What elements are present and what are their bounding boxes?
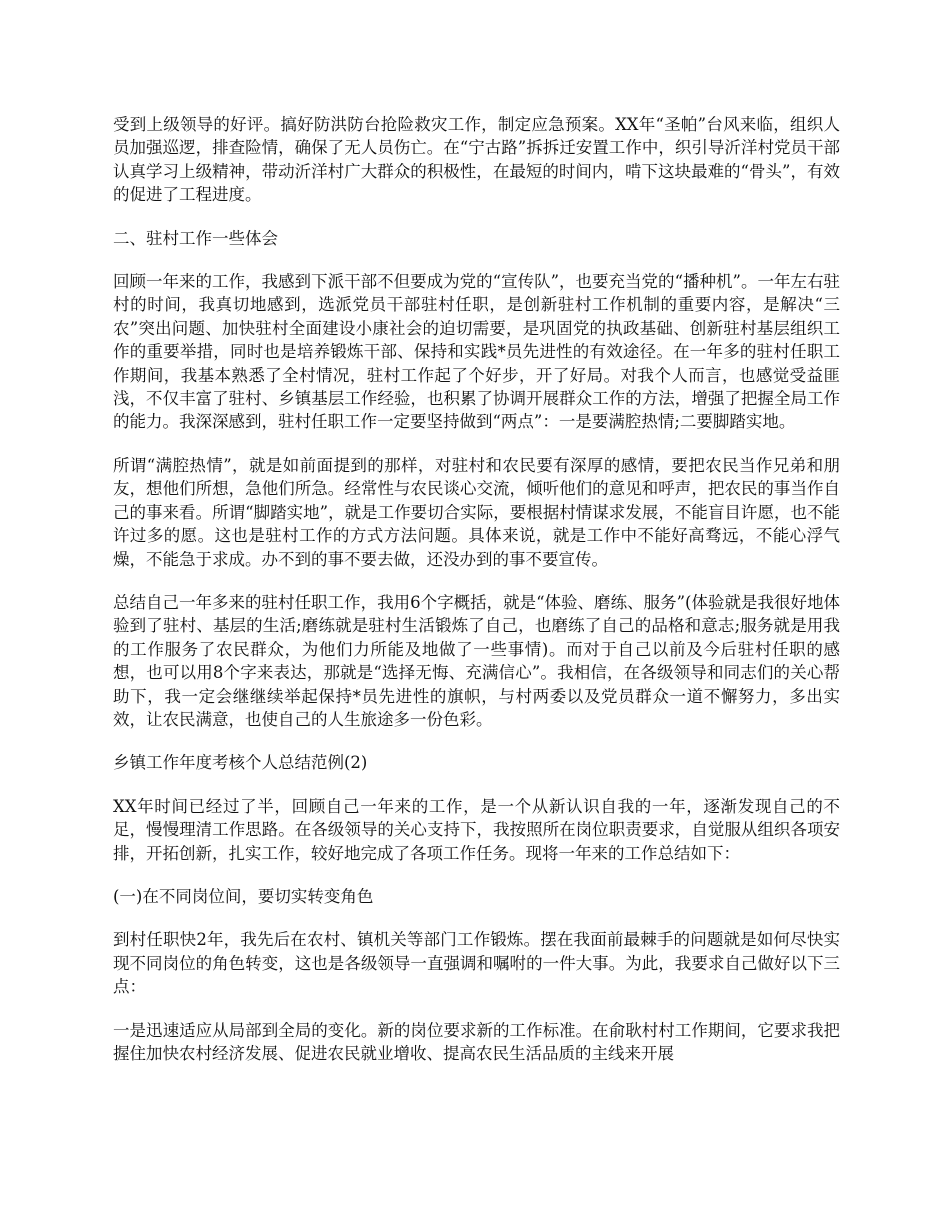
paragraph-enthusiasm-practical: 所谓“满腔热情”，就是如前面提到的那样，对驻村和农民要有深厚的感情，要把农民当作兄弟和朋友，想他们所想，急他们所急。经常性与农民谈心交流，倾听他们的意见和呼声，把农民的事当作自己的事来看。所谓“脚踏实地”，就是工作要切合实际，要根据村情谋求发展，不能盲目许愿，也不能许过多的愿。这也是驻村工作的方式方法问题。具体来说，就是工作中不能好高骛远，不能心浮气燥，不能急于求成。办不到的事不要去做，还没办到的事不要宣传。 xyxy=(113,455,840,569)
paragraph-summary-six-words: 总结自己一年多来的驻村任职工作，我用6个字概括，就是“体验、磨练、服务”(体验就是我很好地体验到了驻村、基层的生活;磨练就是驻村生活锻炼了自己，也磨练了自己的品格和意志;服务就是用我的工作服务了农民群众，为他们力所能及地做了一些事情)。而对于自己以前及今后驻村任职的感想，也可以用8个字来表达，那就是“选择无悔、充满信心”。我相信，在各级领导和同志们的关心帮助下，我一定会继继续举起保持*员先进性的旗帜，与村两委以及党员群众一道不懈努力，多出实效，让农民满意，也使自己的人生旅途多一份色彩。 xyxy=(113,592,840,729)
section-heading-village-experience: 二、驻村工作一些体会 xyxy=(113,228,278,248)
article-title-example-2: 乡镇工作年度考核个人总结范例(2) xyxy=(113,753,368,773)
paragraph-flood-prevention: 受到上级领导的好评。搞好防洪防台抢险救灾工作，制定应急预案。XX年“圣帕”台风来临，组织人员加强巡逻，排查险情，确保了无人员伤亡。在“宁古路”拆拆迁安置工作中，织引导沂洋村党员干部认真学习上级精神，带动沂洋村广大群众的积极性，在最短的时间内，啃下这块最难的“骨头”，有效的促进了工程进度。 xyxy=(113,115,840,205)
paragraph-intro-example-2: XX年时间已经过了半，回顾自己一年来的工作，是一个从新认识自我的一年，逐渐发现自己的不足，慢慢理清工作思路。在各级领导的关心支持下，我按照所在岗位职责要求，自觉服从组织各项安排，开拓创新，扎实工作，较好地完成了各项工作任务。现将一年来的工作总结如下： xyxy=(113,796,840,863)
subheading-role-change: (一)在不同岗位间，要切实转变角色 xyxy=(113,886,374,906)
paragraph-adapt-global: 一是迅速适应从局部到全局的变化。新的岗位要求新的工作标准。在俞耿村村工作期间，它要求我把握住加快农村经济发展、促进农民就业增收、提高农民生活品质的主线来开展 xyxy=(113,1020,840,1063)
document-body xyxy=(113,113,840,1085)
paragraph-role-transition: 到村任职快2年，我先后在农村、镇机关等部门工作锻炼。摆在我面前最棘手的问题就是如何尽快实现不同岗位的角色转变，这也是各级领导一直强调和嘱咐的一件大事。为此，我要求自己做好以下三点： xyxy=(113,930,840,997)
paragraph-year-review: 回顾一年来的工作，我感到下派干部不但要成为党的“宣传队”，也要充当党的“播种机”。一年左右驻村的时间，我真切地感到，选派党员干部驻村任职，是创新驻村工作机制的重要内容，是解决“三农”突出问题、加快驻村全面建设小康社会的迫切需要，是巩固党的执政基础、创新驻村基层组织工作的重要举措，同时也是培养锻炼干部、保持和实践*员先进性的有效途径。在一年多的驻村任职工作期间，我基本熟悉了全村情况，驻村工作起了个好步，开了好局。对我个人而言，也感觉受益匪浅，不仅丰富了驻村、乡镇基层工作经验，也积累了协调开展群众工作的方法，增强了把握全局工作的能力。我深深感到，驻村任职工作一定要坚持做到“两点”：一是要满腔热情;二要脚踏实地。 xyxy=(113,272,840,432)
